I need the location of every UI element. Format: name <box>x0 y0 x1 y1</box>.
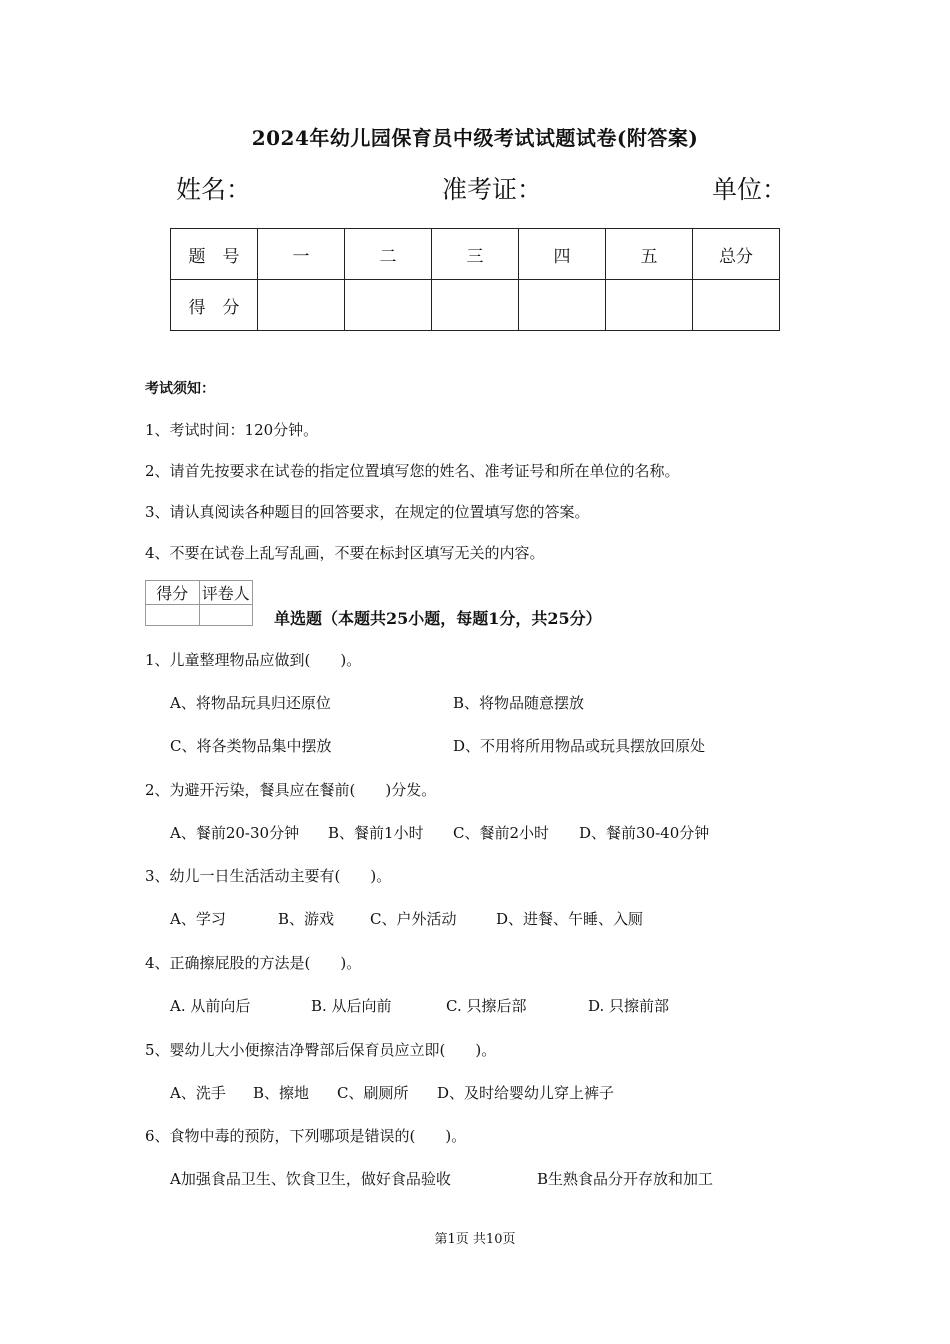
page-footer: 第1页 共10页 <box>434 1232 516 1247</box>
exam-id-field-label: 准考证： <box>442 175 543 204</box>
answer-option[interactable]: D、及时给婴幼儿穿上裤子 <box>437 1084 615 1102</box>
answer-option[interactable]: D、进餐、午睡、入厕 <box>496 910 644 928</box>
answer-option[interactable]: C. 只擦后部 <box>446 997 527 1015</box>
notice-item: 4、不要在试卷上乱写乱画，不要在标封区填写无关的内容。 <box>145 544 545 562</box>
score-header-total: 总分 <box>693 229 780 280</box>
question-stem: 4、正确擦屁股的方法是( )。 <box>145 954 362 972</box>
grader-score-label: 得分 <box>146 581 200 605</box>
notice-item: 3、请认真阅读各种题目的回答要求，在规定的位置填写您的答案。 <box>145 503 590 521</box>
score-header-section-1: 一 <box>258 229 345 280</box>
document-title: 2024年幼儿园保育员中级考试试题试卷(附答案) <box>251 126 699 150</box>
answer-option[interactable]: B、餐前1小时 <box>328 824 424 842</box>
score-row-label: 得 分 <box>171 280 258 331</box>
answer-option[interactable]: A、学习 <box>170 910 226 928</box>
score-header-section-3: 三 <box>432 229 519 280</box>
name-field-label: 姓名： <box>176 175 252 204</box>
score-table-header-row <box>171 229 780 280</box>
score-cell-1[interactable] <box>258 280 345 331</box>
answer-option[interactable]: B、将物品随意摆放 <box>453 694 585 712</box>
answer-option[interactable]: B、擦地 <box>253 1084 310 1102</box>
score-header-section-5: 五 <box>606 229 693 280</box>
question-stem: 6、食物中毒的预防，下列哪项是错误的( )。 <box>145 1127 467 1145</box>
answer-option[interactable]: C、将各类物品集中摆放 <box>170 737 332 755</box>
answer-option[interactable]: C、刷厕所 <box>337 1084 409 1102</box>
grader-score-cell[interactable] <box>146 605 200 626</box>
answer-option[interactable]: A、洗手 <box>170 1084 226 1102</box>
answer-option[interactable]: A、餐前20-30分钟 <box>170 824 300 842</box>
question-stem: 5、婴幼儿大小便擦洁净臀部后保育员应立即( )。 <box>145 1041 497 1059</box>
answer-option[interactable]: B. 从后向前 <box>311 997 392 1015</box>
answer-option[interactable]: A. 从前向后 <box>170 997 251 1015</box>
answer-option[interactable]: D. 只擦前部 <box>588 997 670 1015</box>
answer-option[interactable]: A加强食品卫生、饮食卫生，做好食品验收 <box>170 1170 451 1188</box>
question-stem: 1、儿童整理物品应做到( )。 <box>145 651 362 669</box>
score-cell-total[interactable] <box>693 280 780 331</box>
score-header-section-2: 二 <box>345 229 432 280</box>
score-header-section-4: 四 <box>519 229 606 280</box>
unit-field-label: 单位： <box>712 175 788 204</box>
answer-option[interactable]: B、游戏 <box>278 910 335 928</box>
score-cell-4[interactable] <box>519 280 606 331</box>
question-stem: 2、为避开污染，餐具应在餐前( )分发。 <box>145 781 437 799</box>
answer-option[interactable]: B生熟食品分开存放和加工 <box>537 1170 714 1188</box>
grader-name-cell[interactable] <box>199 605 253 626</box>
score-cell-3[interactable] <box>432 280 519 331</box>
answer-option[interactable]: D、餐前30-40分钟 <box>579 824 710 842</box>
score-table <box>170 228 780 331</box>
score-cell-5[interactable] <box>606 280 693 331</box>
answer-option[interactable]: A、将物品玩具归还原位 <box>170 694 331 712</box>
notice-heading: 考试须知： <box>145 381 215 397</box>
score-cell-2[interactable] <box>345 280 432 331</box>
score-header-label: 题 号 <box>171 229 258 280</box>
answer-option[interactable]: C、餐前2小时 <box>453 824 550 842</box>
notice-item: 2、请首先按要求在试卷的指定位置填写您的姓名、准考证号和所在单位的名称。 <box>145 462 680 480</box>
answer-option[interactable]: D、不用将所用物品或玩具摆放回原处 <box>453 737 706 755</box>
grader-name-label: 评卷人 <box>199 581 253 605</box>
answer-option[interactable]: C、户外活动 <box>370 910 457 928</box>
grader-box <box>145 580 253 626</box>
score-table-score-row <box>171 280 780 331</box>
question-stem: 3、幼儿一日生活活动主要有( )。 <box>145 867 392 885</box>
section-title: 单选题（本题共25小题，每题1分，共25分） <box>274 609 602 628</box>
notice-item: 1、考试时间：120分钟。 <box>145 421 319 439</box>
